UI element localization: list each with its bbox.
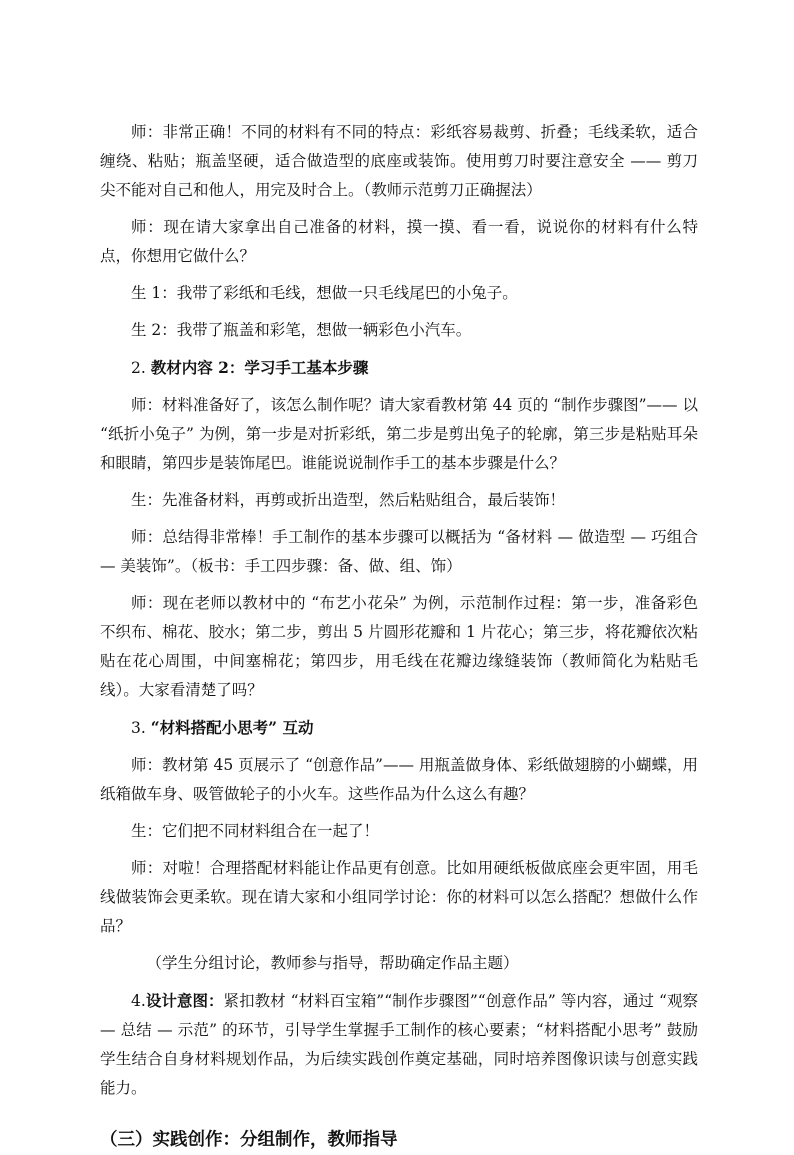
paragraph-student-steps: 生：先准备材料，再剪或折出造型，然后粘贴组合，最后装饰！ — [131, 491, 566, 509]
paragraph-design-intent — [100, 986, 698, 1103]
paragraph-student-2: 生 2：我带了瓶盖和彩笔，想做一辆彩色小汽车。 — [131, 321, 472, 339]
subheading-interaction — [100, 713, 698, 743]
design-intent-label: 设计意图： — [145, 991, 224, 1010]
paragraph-teacher-prompt: 师：现在请大家拿出自己准备的材料，摸一摸、看一看，说说你的材料有什么特点，你想用它做什么？ — [100, 218, 698, 265]
subheading-steps-text: 教材内容 2：学习手工基本步骤 — [150, 358, 369, 377]
paragraph-teacher-creative: 师：教材第 45 页展示了 “创意作品”—— 用瓶盖做身体、彩纸做翅膀的小蝴蝶，用纸箱做车身、吸管做轮子的小火车。这些作品为什么这么有趣？ — [100, 756, 698, 803]
paragraph-teacher-steps: 师：材料准备好了，该怎么制作呢？请大家看教材第 44 页的 “制作步骤图”—— 以 “纸折小兔子” 为例，第一步是对折彩纸，第二步是剪出兔子的轮廓，第三步是粘贴耳朵和眼睛，第四步是装饰尾巴。谁能说说制作手工的基本步骤是什么？ — [100, 396, 698, 472]
paragraph-teacher-summary: 师：总结得非常棒！手工制作的基本步骤可以概括为 “备材料 — 做造型 — 巧组合 — 美装饰”。（板书：手工四步骤：备、做、组、饰） — [100, 528, 698, 575]
paragraph-teacher-demo: 师：现在老师以教材中的 “布艺小花朵” 为例，示范制作过程：第一步，准备彩色不织布、棉花、胶水；第二步，剪出 5 片圆形花瓣和 1 片花心；第三步，将花瓣依次粘贴在花心周围，中间塞棉花；第四步，用毛线在花瓣边缘缝装饰（教师简化为粘贴毛线）。大家看清楚了吗？ — [100, 594, 698, 699]
paragraph-teacher-discuss: 师：对啦！合理搭配材料能让作品更有创意。比如用硬纸板做底座会更牢固，用毛线做装饰会更柔软。现在请大家和小组同学讨论：你的材料可以怎么搭配？想做什么作品？ — [100, 859, 698, 935]
paragraph-student-1: 生 1：我带了彩纸和毛线，想做一只毛线尾巴的小兔子。 — [131, 284, 518, 302]
subheading-interaction-number: 3. — [131, 719, 146, 737]
subheading-steps-number: 2. — [131, 359, 146, 377]
paragraph-student-combine: 生：它们把不同材料组合在一起了！ — [131, 822, 380, 840]
subheading-interaction-text: “材料搭配小思考” 互动 — [150, 718, 314, 737]
document-body — [100, 118, 698, 1155]
design-intent-number: 4. — [131, 992, 146, 1010]
paragraph-teacher-materials: 师：非常正确！不同的材料有不同的特点：彩纸容易裁剪、折叠；毛线柔软，适合缠绕、粘贴；瓶盖坚硬，适合做造型的底座或装饰。使用剪刀时要注意安全 —— 剪刀尖不能对自己和他人，用完及时合上。（教师示范剪刀正确握法） — [100, 123, 698, 199]
design-intent-text: 紧扣教材 “材料百宝箱”“制作步骤图”“创意作品” 等内容，通过 “观察 — 总结 — 示范” 的环节，引导学生掌握手工制作的核心要素；“材料搭配小思考” 鼓励学生结合自身材料规划作品，为后续实践创作奠定基础，同时培养图像识读与创意实践能力。 — [100, 992, 698, 1097]
paragraph-note: （学生分组讨论，教师参与指导，帮助确定作品主题） — [146, 954, 519, 972]
section-heading: （三）实践创作：分组制作，教师指导 — [100, 1130, 398, 1150]
subheading-steps — [100, 353, 698, 383]
